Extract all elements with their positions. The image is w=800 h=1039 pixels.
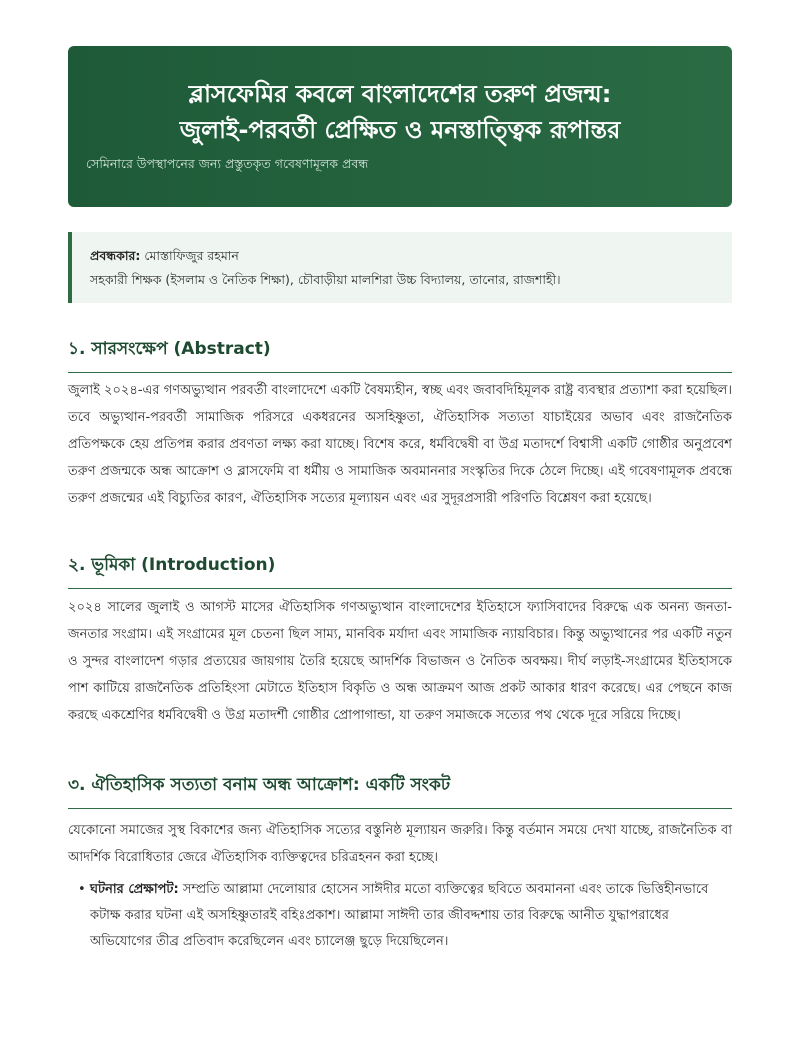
title-banner xyxy=(68,46,732,207)
section-body-abstract: জুলাই ২০২৪-এর গণঅভ্যুত্থান পরবর্তী বাংলাদেশে একটি বৈষম্যহীন, স্বচ্ছ এবং জবাবদিহিমূলক রাষ্ট্র ব্যবস্থার প্রত্যাশা করা হয়েছিল। তবে অভ্যুত্থান-পরবর্তী সামাজিক পরিসরে একধরনের অসহিষ্ণুতা, ঐতিহাসিক সত্যতা যাচাইয়ের অভাব এবং রাজনৈতিক প্রতিপক্ষকে হেয় প্রতিপন্ন করার প্রবণতা লক্ষ্য করা যাচ্ছে। বিশেষ করে, ধর্মবিদ্বেষী বা উগ্র মতাদর্শে বিশ্বাসী একটি গোষ্ঠীর অনুপ্রবেশ তরুণ প্রজন্মকে অন্ধ আক্রোশ ও ব্লাসফেমি বা ধর্মীয় ও সামাজিক অবমাননার সংস্কৃতির দিকে ঠেলে দিচ্ছে। এই গবেষণামূলক প্রবন্ধে তরুণ প্রজন্মের এই বিচ্যুতির কারণ, ঐতিহাসিক সত্যের মূল্যায়ন এবং এর সুদূরপ্রসারী পরিণতি বিশ্লেষণ করা হয়েছে। xyxy=(68,383,732,506)
section-heading-crisis: ৩. ঐতিহাসিক সত্যতা বনাম অন্ধ আক্রোশ: একটি সংকট xyxy=(68,772,732,809)
page-subtitle: সেমিনারে উপস্থাপনের জন্য প্রস্তুতকৃত গবেষণামূলক প্রবন্ধ xyxy=(86,156,369,171)
bullet-label: ঘটনার প্রেক্ষাপট: xyxy=(90,882,179,897)
list-item xyxy=(78,877,732,955)
section-heading-introduction: ২. ভূমিকা (Introduction) xyxy=(68,552,732,589)
section-heading-abstract: ১. সারসংক্ষেপ (Abstract) xyxy=(68,336,732,373)
title-line-1: ব্লাসফেমির কবলে বাংলাদেশের তরুণ প্রজন্ম: xyxy=(188,80,612,108)
author-line xyxy=(90,244,732,268)
author-label: প্রবন্ধকার: xyxy=(90,248,141,263)
author-info-box xyxy=(68,232,732,303)
author-name: মোস্তাফিজুর রহমান xyxy=(144,248,239,263)
title-line-2: জুলাই-পরবর্তী প্রেক্ষিত ও মনস্তাত্ত্বিক রূপান্তর xyxy=(179,116,621,144)
section-body-introduction: ২০২৪ সালের জুলাই ও আগস্ট মাসের ঐতিহাসিক গণঅভ্যুত্থান বাংলাদেশের ইতিহাসে ফ্যাসিবাদের বিরুদ্ধে এক অনন্য জনতা-জনতার সংগ্রাম। এই সংগ্রামের মূল চেতনা ছিল সাম্য, মানবিক মর্যাদা এবং সামাজিক ন্যায়বিচার। কিন্তু অভ্যুত্থানের পর একটি নতুন ও সুন্দর বাংলাদেশ গড়ার প্রত্যয়ের জায়গায় তৈরি হয়েছে আদর্শিক বিভাজন ও নৈতিক অবক্ষয়। দীর্ঘ লড়াই-সংগ্রামের ইতিহাসকে পাশ কাটিয়ে রাজনৈতিক প্রতিহিংসা মেটাতে ইতিহাস বিকৃতি ও অন্ধ আক্রমণ আজ প্রকট আকার ধারণ করেছে। এর পেছনে কাজ করছে একশ্রেণির ধর্মবিদ্বেষী ও উগ্র মতাদর্শী গোষ্ঠীর প্রোপাগান্ডা, যা তরুণ সমাজকে সত্যের পথ থেকে দূরে সরিয়ে দিচ্ছে। xyxy=(68,600,732,723)
bullet-marker: • xyxy=(78,882,86,897)
author-affiliation: সহকারী শিক্ষক (ইসলাম ও নৈতিক শিক্ষা), চৌবাড়ীয়া মালশিরা উচ্চ বিদ্যালয়, তানোর, রাজশাহী। xyxy=(90,272,561,287)
bullet-text: সম্প্রতি আল্লামা দেলোয়ার হোসেন সাঈদীর মতো ব্যক্তিত্বের ছবিতে অবমাননা এবং তাকে ভিত্তিহীনভাবে কটাক্ষ করার ঘটনা এই অসহিষ্ণুতারই বহিঃপ্রকাশ। আল্লামা সাঈদী তার জীবদ্দশায় তার বিরুদ্ধে আনীত যুদ্ধাপরাধের অভিযোগের তীব্র প্রতিবাদ করেছিলেন এবং চ্যালেঞ্জ ছুড়ে দিয়েছিলেন। xyxy=(90,882,709,949)
section-body-crisis: যেকোনো সমাজের সুস্থ বিকাশের জন্য ঐতিহাসিক সত্যের বস্তুনিষ্ঠ মূল্যায়ন জরুরি। কিন্তু বর্তমান সময়ে দেখা যাচ্ছে, রাজনৈতিক বা আদর্শিক বিরোধিতার জেরে ঐতিহাসিক ব্যক্তিত্বদের চরিত্রহনন করা হচ্ছে। xyxy=(68,823,732,865)
page-title xyxy=(68,76,732,148)
